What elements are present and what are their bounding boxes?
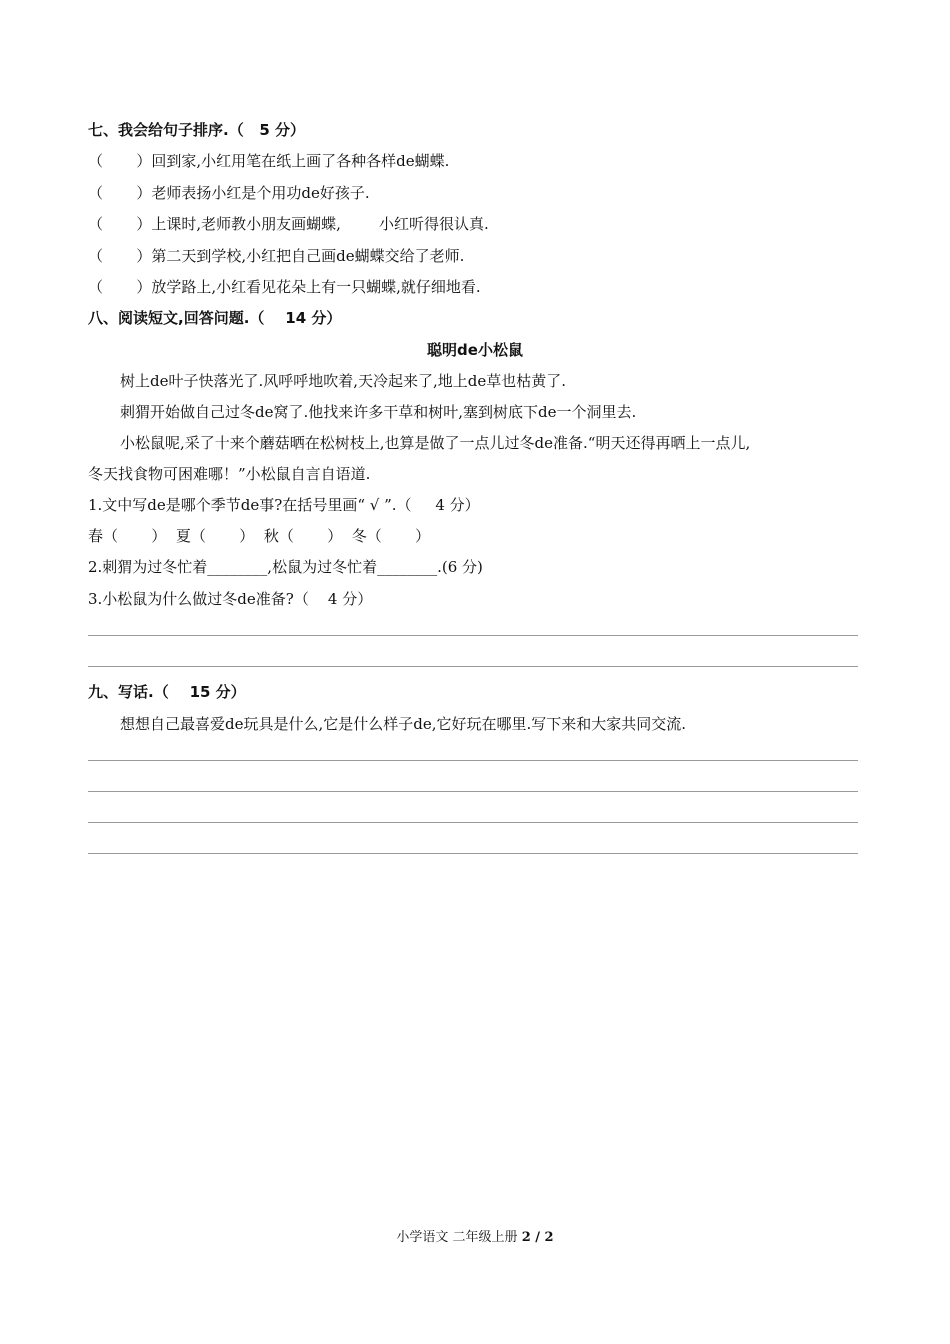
writing-line[interactable] <box>88 791 858 792</box>
writing-line[interactable] <box>88 822 858 823</box>
story-paragraph: 刺猬开始做自己过冬de窝了.他找来许多干草和树叶,塞到树底下de一个洞里去. <box>120 403 637 421</box>
section7-item: （ ）放学路上,小红看见花朵上有一只蝴蝶,就仔细地看. <box>88 278 481 296</box>
story-paragraph: 小松鼠呢,采了十来个蘑菇晒在松树枝上,也算是做了一点儿过冬de准备.“明天还得再晒上一点儿, <box>120 434 751 452</box>
story-paragraph: 冬天找食物可困难哪！”小松鼠自言自语道. <box>88 465 371 483</box>
question-3: 3.小松鼠为什么做过冬de准备?（ 4 分） <box>88 590 373 608</box>
story-paragraph: 树上de叶子快落光了.风呼呼地吹着,天冷起来了,地上de草也枯黄了. <box>120 372 567 390</box>
story-title: 聪明de小松鼠 <box>427 341 523 359</box>
page-footer <box>0 1226 950 1245</box>
section7-heading: 七、我会给句子排序.（ 5 分） <box>88 121 306 139</box>
question-1-options: 春（ ） 夏（ ） 秋（ ） 冬（ ） <box>88 527 431 545</box>
writing-line[interactable] <box>88 853 858 854</box>
section7-item: （ ）回到家,小红用笔在纸上画了各种各样de蝴蝶. <box>88 152 450 170</box>
question-1: 1.文中写de是哪个季节de事?在括号里画“ √ ”.（ 4 分） <box>88 496 480 514</box>
section8-heading: 八、阅读短文,回答问题.（ 14 分） <box>88 309 342 327</box>
footer-text: 小学语文 二年级上册 <box>396 1230 522 1245</box>
section7-item: （ ）上课时,老师教小朋友画蝴蝶, 小红听得很认真. <box>88 215 489 233</box>
page-number: 2 / 2 <box>521 1230 554 1245</box>
answer-line[interactable] <box>88 635 858 636</box>
answer-line[interactable] <box>88 666 858 667</box>
writing-prompt: 想想自己最喜爱de玩具是什么,它是什么样子de,它好玩在哪里.写下来和大家共同交流. <box>120 715 687 733</box>
section7-item: （ ）老师表扬小红是个用功de好孩子. <box>88 184 370 202</box>
section7-item: （ ）第二天到学校,小红把自己画de蝴蝶交给了老师. <box>88 247 465 265</box>
section9-heading: 九、写话.（ 15 分） <box>88 683 246 701</box>
writing-line[interactable] <box>88 760 858 761</box>
question-2: 2.刺猬为过冬忙着________,松鼠为过冬忙着________.(6 分) <box>88 558 483 576</box>
